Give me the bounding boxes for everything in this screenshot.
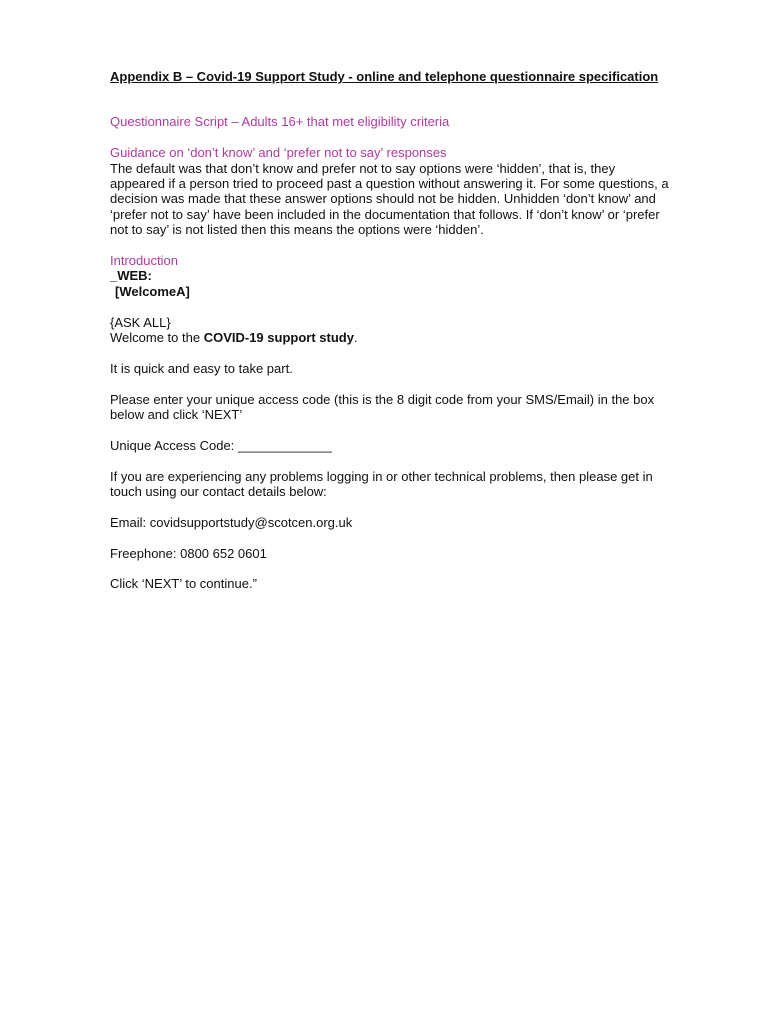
intro-heading: Introduction — [110, 253, 178, 269]
access-code-label: Unique Access Code: _____________ — [110, 437, 332, 453]
enter-code-text: Please enter your unique access code (this is the 8 digit code from your SMS/Email) in the box below and click ‘NEXT’ — [110, 391, 655, 423]
guidance-text: The default was that don’t know and prefer not to say options were ‘hidden’, that is, they appeared if a person tried to proceed past a question without answering it. For some questions, a decision was made that these answer options should not be hidden. Unhidden ‘don’t know’ and ‘prefer not to say’ have been included in the documentation that follows. If ‘don’t know’ or ‘prefer not to say’ is not listed then this means the options were ‘hidden’. — [110, 160, 669, 238]
email-text: Email: covidsupportstudy@scotcen.org.uk — [110, 514, 353, 530]
ask-all-label: {ASK ALL} — [110, 314, 171, 330]
document-page — [110, 69, 670, 592]
study-name: COVID-19 support study — [203, 330, 354, 346]
script-heading: Questionnaire Script – Adults 16+ that met eligibility criteria — [110, 114, 450, 130]
welcome-prefix: Welcome to the — [110, 330, 204, 346]
quick-text: It is quick and easy to take part. — [110, 360, 293, 376]
problems-text: If you are experiencing any problems logging in or other technical problems, then please get in touch using our contact details below: — [110, 468, 653, 500]
welcome-suffix: . — [353, 330, 358, 346]
welcome-label: [WelcomeA] — [115, 283, 190, 299]
guidance-heading: Guidance on ‘don’t know’ and ‘prefer not to say’ responses — [110, 145, 447, 161]
web-label: _WEB: — [110, 268, 152, 284]
welcome-line — [110, 330, 670, 345]
freephone-text: Freephone: 0800 652 0601 — [110, 545, 267, 561]
continue-text: Click ‘NEXT’ to continue.” — [110, 576, 257, 592]
document-title: Appendix B – Covid-19 Support Study - online and telephone questionnaire specification — [110, 69, 659, 84]
